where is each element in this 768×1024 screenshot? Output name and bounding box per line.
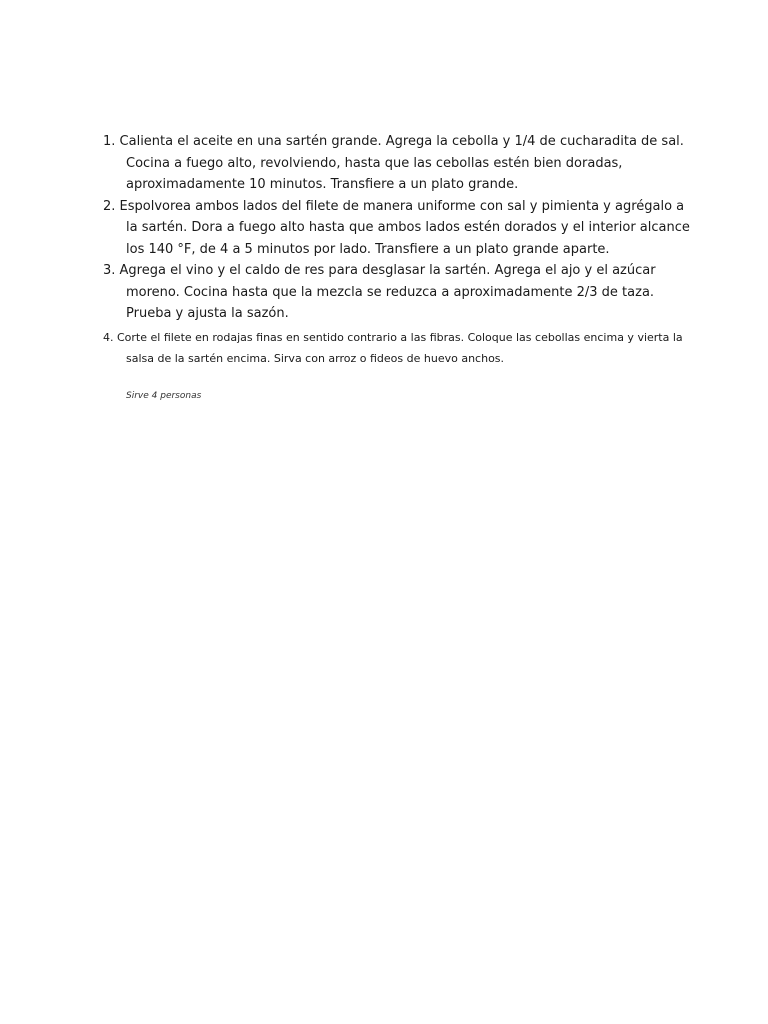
serves-note: Sirve 4 personas: [126, 390, 202, 401]
step-1: 1. Calienta el aceite en una sartén grande. Agrega la cebolla y 1/4 de cucharadita de sal. Cocina a fuego alto, revolviendo, hasta que las cebollas estén bien doradas, aproximadamente 10 minutos. Transfiere a un plato grande.: [103, 134, 684, 192]
recipe-document: [103, 131, 693, 401]
step-4: 4. Corte el filete en rodajas finas en sentido contrario a las fibras. Coloque las cebollas encima y vierta la salsa de la sartén encima. Sirva con arroz o fideos de huevo anchos.: [103, 330, 683, 365]
step-2: 2. Espolvorea ambos lados del filete de manera uniforme con sal y pimienta y agrégalo a la sartén. Dora a fuego alto hasta que ambos lados estén dorados y el interior alcance los 140 °F, de 4 a 5 minutos por lado. Transfiere a un plato grande aparte.: [103, 198, 690, 257]
step-3: 3. Agrega el vino y el caldo de res para desglasar la sartén. Agrega el ajo y el azúcar moreno. Cocina hasta que la mezcla se reduzca a aproximadamente 2/3 de taza. Prueba y ajusta la sazón.: [103, 263, 656, 321]
